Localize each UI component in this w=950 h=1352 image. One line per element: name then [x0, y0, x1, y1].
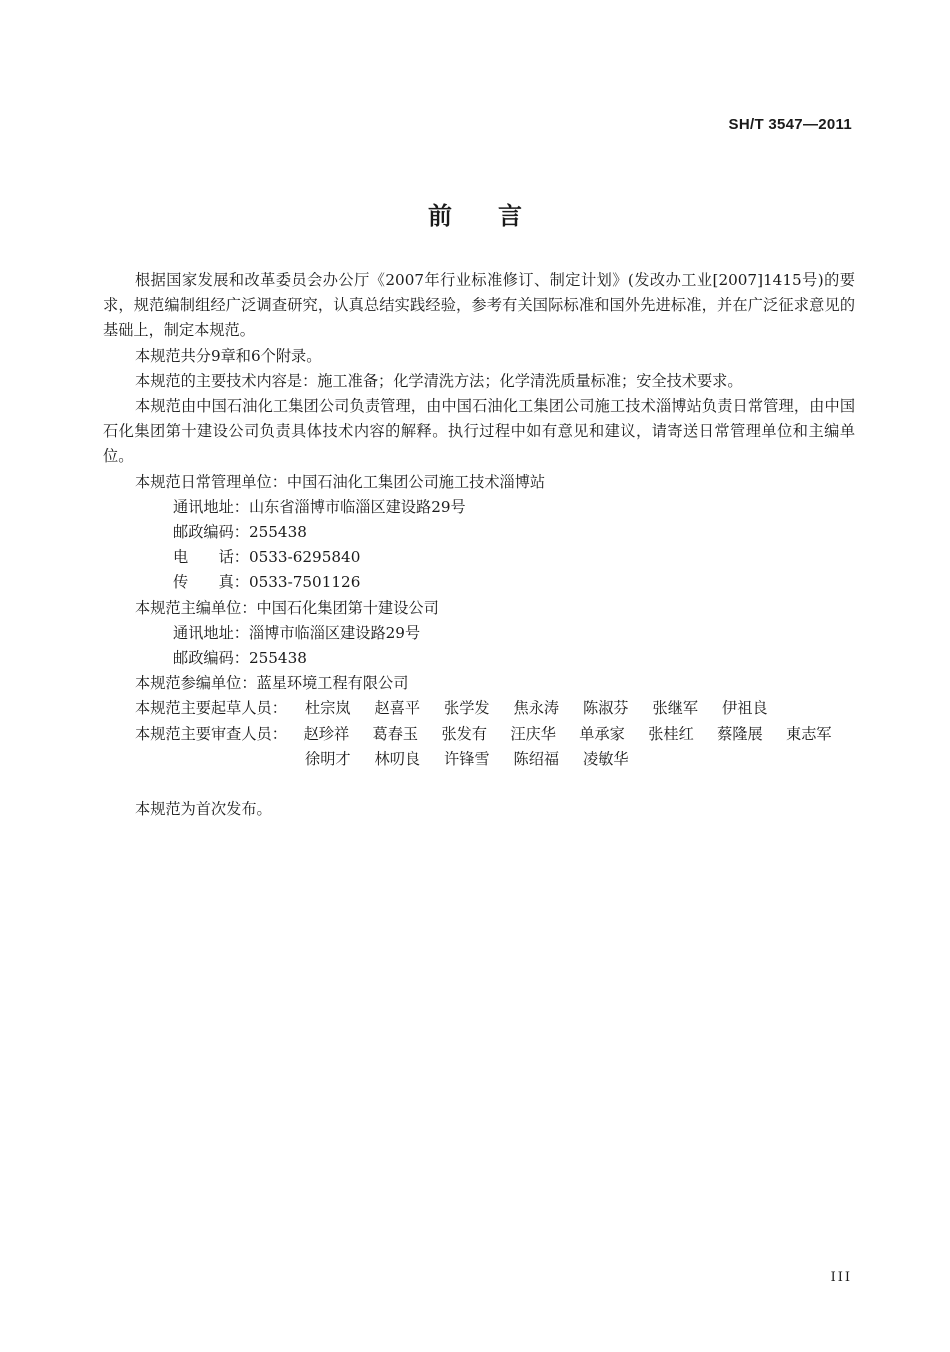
reviewer-name: 蔡隆展 [717, 724, 763, 743]
drafter-name: 陈淑芬 [583, 699, 629, 718]
drafters-label: 本规范主要起草人员： [135, 699, 287, 718]
reviewer-name: 张发有 [441, 724, 487, 743]
reviewer-name: 许锋雪 [444, 749, 490, 768]
reviewer-name: 赵珍祥 [303, 724, 350, 743]
phone-value: 0533-6295840 [248, 548, 361, 567]
reviewer-name: 汪庆华 [510, 724, 556, 743]
drafter-name: 张继军 [652, 699, 699, 718]
reviewer-name: 林叨良 [374, 749, 421, 768]
management-unit-line: 本规范日常管理单位：中国石油化工集团公司施工技术淄博站 [135, 472, 546, 491]
fax-label: 传 真： [173, 573, 249, 592]
page-title: 前言 [428, 201, 568, 230]
drafter-name: 焦永涛 [513, 699, 560, 718]
closing-statement: 本规范为首次发布。 [135, 799, 272, 818]
drafters-row [103, 696, 855, 721]
reviewer-name: 凌敏华 [583, 749, 629, 768]
reviewers-row-continued [103, 747, 855, 772]
paragraph-content: 本规范的主要技术内容是：施工准备；化学清洗方法；化学清洗质量标准；安全技术要求。 [135, 371, 743, 390]
paragraph-structure: 本规范共分9章和6个附录。 [135, 346, 322, 365]
management-unit-fax [103, 570, 855, 595]
reviewer-name: 徐明才 [305, 749, 351, 768]
paragraph-management: 本规范由中国石油化工集团公司负责管理，由中国石油化工集团公司施工技术淄博站负责日常管理，由中国石化集团第十建设公司负责具体技术内容的解释。执行过程中如有意见和建议，请寄送日常管理单位和主编单位。 [103, 397, 855, 466]
paragraph-origin: 根据国家发展和改革委员会办公厅《2007年行业标准修订、制定计划》(发改办工业[2007]1415号)的要求，规范编制组经广泛调查研究，认真总结实践经验，参考有关国际标准和国外先进标准，并在广泛征求意见的基础上，制定本规范。 [103, 271, 855, 340]
phone-label: 电 话： [173, 548, 249, 567]
chief-editor-address: 通讯地址：淄博市临淄区建设路29号 [173, 623, 421, 642]
management-unit-phone [103, 545, 855, 570]
chief-editor-postcode: 邮政编码：255438 [173, 648, 307, 667]
page-number: III [830, 1270, 852, 1285]
reviewer-name: 陈绍福 [513, 749, 560, 768]
management-unit-address: 通讯地址：山东省淄博市临淄区建设路29号 [173, 497, 466, 516]
reviewer-name: 张桂红 [648, 724, 694, 743]
reviewers-row [103, 722, 855, 747]
drafter-name: 赵喜平 [374, 699, 421, 718]
management-unit-postcode: 邮政编码：255438 [173, 523, 307, 541]
document-code: SH/T 3547—2011 [728, 116, 852, 133]
reviewer-name: 葛春玉 [372, 724, 419, 743]
drafter-name: 杜宗岚 [305, 699, 351, 718]
drafter-name: 伊祖良 [722, 699, 768, 718]
fax-value: 0533-7501126 [248, 573, 361, 592]
reviewer-name: 東志军 [786, 724, 832, 743]
reviewer-name: 单承家 [579, 724, 625, 743]
drafter-name: 张学发 [444, 699, 490, 718]
reviewers-label: 本规范主要审查人员： [135, 724, 287, 743]
document-body [103, 268, 855, 822]
participant-unit-line: 本规范参编单位：蓝星环境工程有限公司 [135, 674, 409, 693]
chief-editor-line: 本规范主编单位：中国石化集团第十建设公司 [135, 598, 439, 617]
